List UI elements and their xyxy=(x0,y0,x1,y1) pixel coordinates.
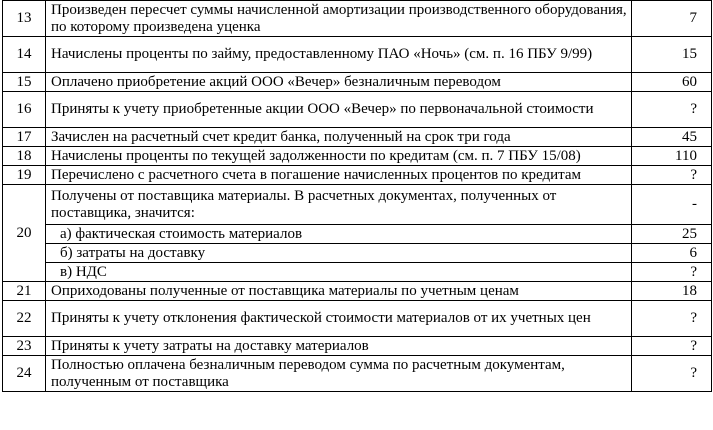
operation-description: Начислены проценты по текущей задолженности по кредитам (см. п. 7 ПБУ 15/08) xyxy=(46,147,632,166)
table-subrow xyxy=(3,225,712,244)
table-row xyxy=(3,301,712,337)
table-subrow xyxy=(3,244,712,263)
operation-description: Зачислен на расчетный счет кредит банка, полученный на срок три года xyxy=(46,128,632,147)
table-row xyxy=(3,356,712,392)
operation-amount: - xyxy=(632,185,712,225)
operation-description: Оприходованы полученные от поставщика материалы по учетным ценам xyxy=(46,282,632,301)
row-number: 21 xyxy=(3,282,46,301)
operation-subitem: а) фактическая стоимость материалов xyxy=(46,225,632,244)
table-row xyxy=(3,73,712,92)
table-row xyxy=(3,128,712,147)
table-row xyxy=(3,37,712,73)
operation-subitem: б) затраты на доставку xyxy=(46,244,632,263)
operation-amount: 18 xyxy=(632,282,712,301)
row-number: 14 xyxy=(3,37,46,73)
table-row xyxy=(3,147,712,166)
row-number: 16 xyxy=(3,92,46,128)
table-row xyxy=(3,282,712,301)
operation-amount: 15 xyxy=(632,37,712,73)
operations-table xyxy=(2,0,712,392)
operation-amount: ? xyxy=(632,337,712,356)
table-row xyxy=(3,166,712,185)
operation-description: Полностью оплачена безналичным переводом сумма по расчетным документам, полученным от поставщика xyxy=(46,356,632,392)
row-number: 18 xyxy=(3,147,46,166)
operation-amount: 110 xyxy=(632,147,712,166)
operation-description: Приняты к учету приобретенные акции ООО «Вечер» по первоначальной стоимости xyxy=(46,92,632,128)
operation-amount: ? xyxy=(632,263,712,282)
operation-description: Произведен пересчет суммы начисленной амортизации производственного оборудования, по которому произведена уценка xyxy=(46,1,632,37)
operation-amount: 45 xyxy=(632,128,712,147)
table-row xyxy=(3,185,712,225)
operation-description: Перечислено с расчетного счета в погашение начисленных процентов по кредитам xyxy=(46,166,632,185)
operation-amount: 25 xyxy=(632,225,712,244)
operation-amount: 7 xyxy=(632,1,712,37)
row-number: 22 xyxy=(3,301,46,337)
operation-description: Оплачено приобретение акций ООО «Вечер» безналичным переводом xyxy=(46,73,632,92)
row-number: 15 xyxy=(3,73,46,92)
operation-description: Начислены проценты по займу, предоставленному ПАО «Ночь» (см. п. 16 ПБУ 9/99) xyxy=(46,37,632,73)
table-row xyxy=(3,337,712,356)
row-number: 23 xyxy=(3,337,46,356)
operation-amount: ? xyxy=(632,92,712,128)
table-row xyxy=(3,1,712,37)
row-number: 19 xyxy=(3,166,46,185)
operation-subitem: в) НДС xyxy=(46,263,632,282)
operation-description: Приняты к учету отклонения фактической стоимости материалов от их учетных цен xyxy=(46,301,632,337)
operation-amount: 60 xyxy=(632,73,712,92)
row-number: 20 xyxy=(3,185,46,282)
table-row xyxy=(3,92,712,128)
row-number: 24 xyxy=(3,356,46,392)
table-subrow xyxy=(3,263,712,282)
row-number: 13 xyxy=(3,1,46,37)
operation-amount: ? xyxy=(632,356,712,392)
operation-description: Приняты к учету затраты на доставку материалов xyxy=(46,337,632,356)
row-number: 17 xyxy=(3,128,46,147)
operation-amount: ? xyxy=(632,166,712,185)
operation-amount: ? xyxy=(632,301,712,337)
operation-amount: 6 xyxy=(632,244,712,263)
operation-description: Получены от поставщика материалы. В расчетных документах, полученных от поставщика, значится: xyxy=(46,185,632,225)
